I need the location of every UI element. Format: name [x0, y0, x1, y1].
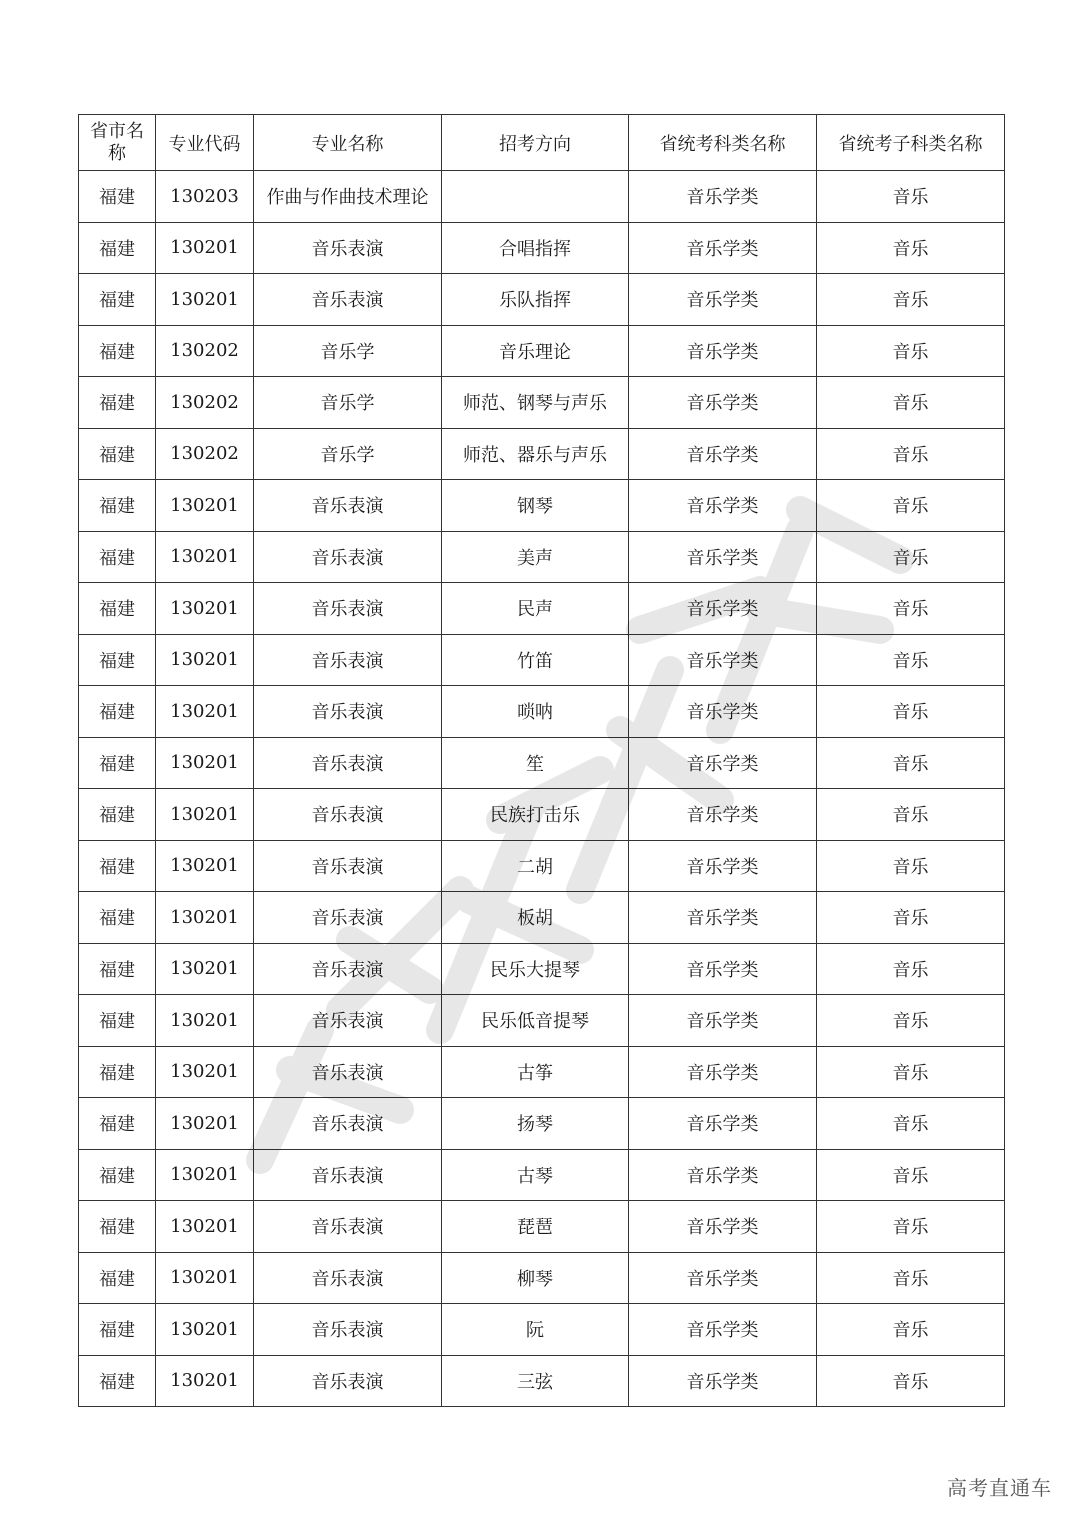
cell-province: 福建: [79, 686, 156, 738]
cell-exam-category: 音乐学类: [629, 995, 817, 1047]
cell-major-name: 音乐表演: [254, 737, 442, 789]
cell-major-name: 音乐表演: [254, 1149, 442, 1201]
cell-province: 福建: [79, 325, 156, 377]
cell-exam-subcategory: 音乐: [817, 892, 1005, 944]
table-row: [79, 531, 1005, 583]
cell-direction: 民声: [442, 583, 629, 635]
table-row: [79, 995, 1005, 1047]
cell-major-name: 音乐表演: [254, 1201, 442, 1253]
cell-exam-category: 音乐学类: [629, 1149, 817, 1201]
cell-province: 福建: [79, 583, 156, 635]
cell-major-name: 音乐表演: [254, 583, 442, 635]
cell-major-name: 音乐学: [254, 325, 442, 377]
table-row: [79, 789, 1005, 841]
table-row: [79, 274, 1005, 326]
cell-exam-subcategory: 音乐: [817, 428, 1005, 480]
cell-direction: 师范、钢琴与声乐: [442, 377, 629, 429]
cell-direction: 民乐大提琴: [442, 943, 629, 995]
cell-direction: 竹笛: [442, 634, 629, 686]
cell-direction: 三弦: [442, 1355, 629, 1407]
cell-province: 福建: [79, 995, 156, 1047]
cell-major-name: 音乐表演: [254, 222, 442, 274]
cell-exam-category: 音乐学类: [629, 737, 817, 789]
cell-direction: 柳琴: [442, 1252, 629, 1304]
header-major-code: 专业代码: [156, 115, 254, 171]
cell-exam-category: 音乐学类: [629, 1098, 817, 1150]
cell-major-name: 音乐表演: [254, 634, 442, 686]
cell-exam-subcategory: 音乐: [817, 840, 1005, 892]
cell-direction: 古筝: [442, 1046, 629, 1098]
table-header-row: [79, 115, 1005, 171]
cell-direction: 乐队指挥: [442, 274, 629, 326]
cell-province: 福建: [79, 789, 156, 841]
cell-province: 福建: [79, 737, 156, 789]
cell-exam-subcategory: 音乐: [817, 737, 1005, 789]
cell-exam-category: 音乐学类: [629, 1046, 817, 1098]
cell-major-name: 音乐表演: [254, 531, 442, 583]
cell-exam-category: 音乐学类: [629, 634, 817, 686]
cell-exam-subcategory: 音乐: [817, 1149, 1005, 1201]
cell-exam-category: 音乐学类: [629, 1201, 817, 1253]
cell-major-code: 130201: [156, 1149, 254, 1201]
cell-exam-subcategory: 音乐: [817, 686, 1005, 738]
table-row: [79, 1098, 1005, 1150]
cell-exam-category: 音乐学类: [629, 892, 817, 944]
cell-major-code: 130201: [156, 222, 254, 274]
table-row: [79, 480, 1005, 532]
cell-province: 福建: [79, 1098, 156, 1150]
cell-province: 福建: [79, 634, 156, 686]
cell-province: 福建: [79, 222, 156, 274]
cell-exam-category: 音乐学类: [629, 1304, 817, 1356]
cell-exam-subcategory: 音乐: [817, 1252, 1005, 1304]
cell-exam-category: 音乐学类: [629, 377, 817, 429]
cell-exam-category: 音乐学类: [629, 171, 817, 223]
cell-exam-subcategory: 音乐: [817, 1098, 1005, 1150]
cell-province: 福建: [79, 274, 156, 326]
header-major-name: 专业名称: [254, 115, 442, 171]
cell-major-name: 音乐表演: [254, 1046, 442, 1098]
table-row: [79, 892, 1005, 944]
cell-province: 福建: [79, 943, 156, 995]
cell-direction: 板胡: [442, 892, 629, 944]
cell-exam-category: 音乐学类: [629, 274, 817, 326]
cell-exam-subcategory: 音乐: [817, 171, 1005, 223]
cell-major-name: 音乐表演: [254, 789, 442, 841]
cell-major-code: 130201: [156, 737, 254, 789]
footer-brand: 高考直通车: [947, 1476, 1052, 1500]
cell-major-name: 音乐表演: [254, 1304, 442, 1356]
cell-major-code: 130201: [156, 1046, 254, 1098]
cell-major-code: 130201: [156, 480, 254, 532]
cell-exam-category: 音乐学类: [629, 1252, 817, 1304]
cell-province: 福建: [79, 480, 156, 532]
cell-major-code: 130201: [156, 583, 254, 635]
cell-major-code: 130202: [156, 325, 254, 377]
cell-major-code: 130201: [156, 995, 254, 1047]
cell-exam-subcategory: 音乐: [817, 274, 1005, 326]
cell-major-name: 音乐表演: [254, 1355, 442, 1407]
cell-province: 福建: [79, 531, 156, 583]
cell-major-code: 130201: [156, 531, 254, 583]
cell-major-name: 音乐表演: [254, 943, 442, 995]
cell-direction: 二胡: [442, 840, 629, 892]
cell-exam-subcategory: 音乐: [817, 1355, 1005, 1407]
cell-major-name: 音乐表演: [254, 1098, 442, 1150]
table-row: [79, 1201, 1005, 1253]
cell-direction: 扬琴: [442, 1098, 629, 1150]
cell-major-code: 130201: [156, 686, 254, 738]
cell-major-code: 130203: [156, 171, 254, 223]
cell-major-name: 音乐表演: [254, 840, 442, 892]
cell-major-name: 音乐学: [254, 428, 442, 480]
table-row: [79, 428, 1005, 480]
cell-exam-category: 音乐学类: [629, 325, 817, 377]
cell-exam-category: 音乐学类: [629, 480, 817, 532]
cell-exam-subcategory: 音乐: [817, 789, 1005, 841]
table-body: [79, 171, 1005, 1407]
cell-province: 福建: [79, 892, 156, 944]
cell-major-code: 130202: [156, 377, 254, 429]
cell-exam-subcategory: 音乐: [817, 531, 1005, 583]
cell-major-name: 音乐学: [254, 377, 442, 429]
table-row: [79, 1046, 1005, 1098]
table-row: [79, 943, 1005, 995]
cell-direction: 钢琴: [442, 480, 629, 532]
cell-direction: 美声: [442, 531, 629, 583]
cell-province: 福建: [79, 1046, 156, 1098]
cell-exam-subcategory: 音乐: [817, 583, 1005, 635]
header-exam-subcategory: 省统考子科类名称: [817, 115, 1005, 171]
cell-major-name: 音乐表演: [254, 686, 442, 738]
cell-exam-subcategory: 音乐: [817, 480, 1005, 532]
table-row: [79, 1149, 1005, 1201]
cell-exam-subcategory: 音乐: [817, 995, 1005, 1047]
cell-exam-category: 音乐学类: [629, 1355, 817, 1407]
cell-major-code: 130201: [156, 789, 254, 841]
cell-exam-subcategory: 音乐: [817, 377, 1005, 429]
cell-province: 福建: [79, 1201, 156, 1253]
cell-exam-subcategory: 音乐: [817, 325, 1005, 377]
cell-direction: 师范、器乐与声乐: [442, 428, 629, 480]
cell-major-code: 130201: [156, 274, 254, 326]
cell-exam-category: 音乐学类: [629, 943, 817, 995]
cell-major-code: 130201: [156, 943, 254, 995]
header-exam-category: 省统考科类名称: [629, 115, 817, 171]
cell-major-code: 130201: [156, 1304, 254, 1356]
table-row: [79, 1355, 1005, 1407]
cell-direction: 民族打击乐: [442, 789, 629, 841]
cell-exam-subcategory: 音乐: [817, 1304, 1005, 1356]
cell-direction: 音乐理论: [442, 325, 629, 377]
cell-province: 福建: [79, 840, 156, 892]
table-row: [79, 634, 1005, 686]
cell-direction: 笙: [442, 737, 629, 789]
cell-major-name: 音乐表演: [254, 480, 442, 532]
cell-province: 福建: [79, 1304, 156, 1356]
cell-major-code: 130202: [156, 428, 254, 480]
cell-major-name: 音乐表演: [254, 892, 442, 944]
header-direction: 招考方向: [442, 115, 629, 171]
cell-province: 福建: [79, 428, 156, 480]
cell-province: 福建: [79, 377, 156, 429]
cell-exam-subcategory: 音乐: [817, 1046, 1005, 1098]
cell-direction: 民乐低音提琴: [442, 995, 629, 1047]
cell-direction: 合唱指挥: [442, 222, 629, 274]
cell-province: 福建: [79, 1252, 156, 1304]
cell-major-name: 音乐表演: [254, 1252, 442, 1304]
table-row: [79, 840, 1005, 892]
table-row: [79, 686, 1005, 738]
cell-exam-subcategory: 音乐: [817, 634, 1005, 686]
cell-province: 福建: [79, 1355, 156, 1407]
table-row: [79, 1304, 1005, 1356]
cell-exam-category: 音乐学类: [629, 840, 817, 892]
cell-exam-category: 音乐学类: [629, 428, 817, 480]
cell-exam-subcategory: 音乐: [817, 943, 1005, 995]
cell-exam-category: 音乐学类: [629, 789, 817, 841]
table-row: [79, 325, 1005, 377]
cell-direction: [442, 171, 629, 223]
cell-major-code: 130201: [156, 1355, 254, 1407]
table-row: [79, 377, 1005, 429]
table-row: [79, 222, 1005, 274]
cell-major-code: 130201: [156, 892, 254, 944]
table-row: [79, 171, 1005, 223]
cell-direction: 阮: [442, 1304, 629, 1356]
cell-major-name: 作曲与作曲技术理论: [254, 171, 442, 223]
cell-major-code: 130201: [156, 1201, 254, 1253]
cell-major-name: 音乐表演: [254, 274, 442, 326]
cell-exam-category: 音乐学类: [629, 583, 817, 635]
cell-direction: 唢呐: [442, 686, 629, 738]
table-row: [79, 1252, 1005, 1304]
cell-province: 福建: [79, 171, 156, 223]
table-row: [79, 737, 1005, 789]
cell-province: 福建: [79, 1149, 156, 1201]
cell-major-name: 音乐表演: [254, 995, 442, 1047]
cell-exam-category: 音乐学类: [629, 686, 817, 738]
header-province: 省市名称: [79, 115, 156, 171]
major-table: [78, 114, 1005, 1407]
cell-exam-subcategory: 音乐: [817, 1201, 1005, 1253]
table-row: [79, 583, 1005, 635]
cell-exam-category: 音乐学类: [629, 531, 817, 583]
cell-exam-category: 音乐学类: [629, 222, 817, 274]
cell-major-code: 130201: [156, 634, 254, 686]
cell-direction: 古琴: [442, 1149, 629, 1201]
cell-exam-subcategory: 音乐: [817, 222, 1005, 274]
cell-major-code: 130201: [156, 840, 254, 892]
cell-major-code: 130201: [156, 1252, 254, 1304]
cell-major-code: 130201: [156, 1098, 254, 1150]
cell-direction: 琵琶: [442, 1201, 629, 1253]
